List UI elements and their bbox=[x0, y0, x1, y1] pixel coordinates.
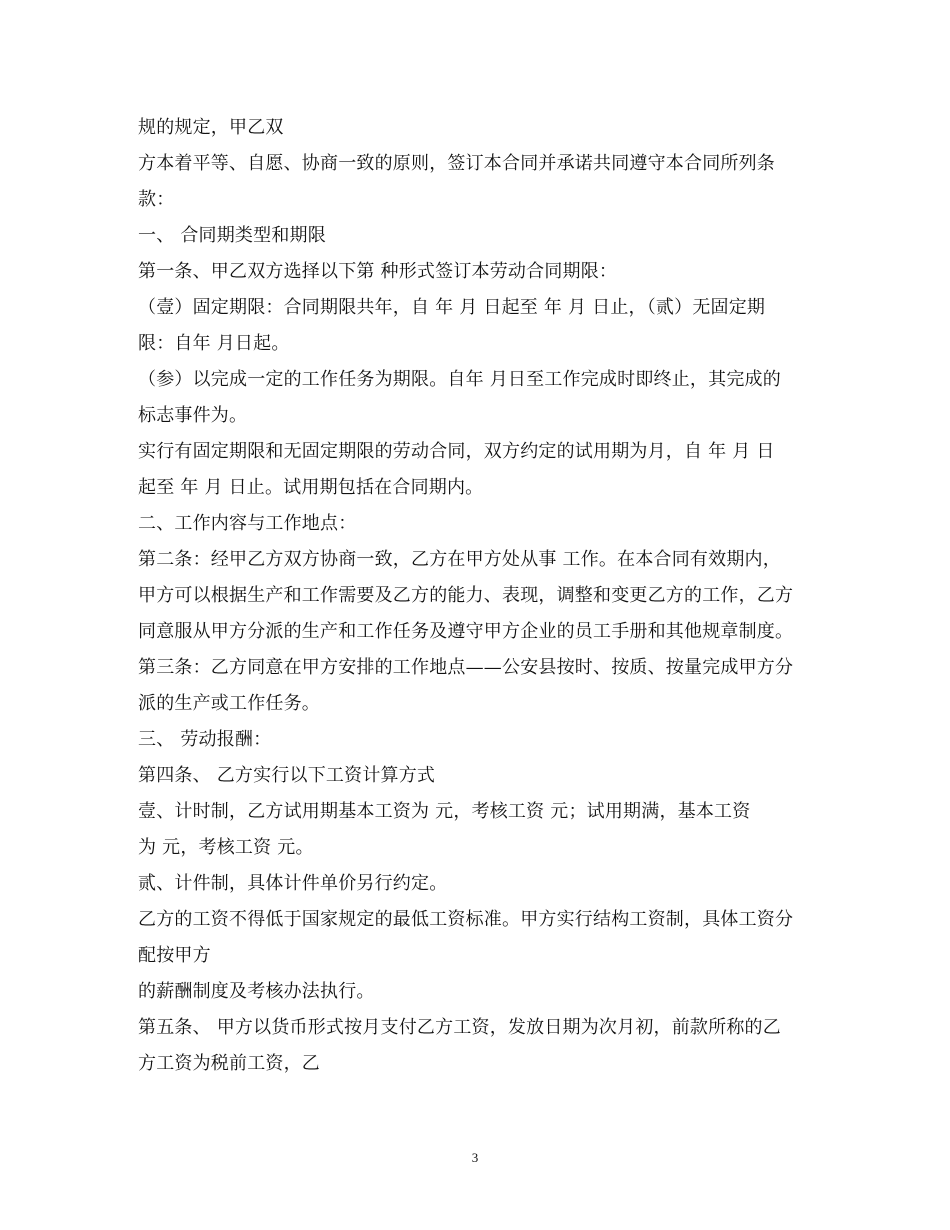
text-line: 贰、计件制，具体计件单价另行约定。 bbox=[138, 873, 448, 894]
text-line: 限：自年 月日起。 bbox=[138, 333, 290, 354]
text-line: 乙方的工资不得低于国家规定的最低工资标准。甲方实行结构工资制，具体工资分 bbox=[138, 909, 794, 930]
text-line: 第四条、 乙方实行以下工资计算方式 bbox=[138, 765, 436, 786]
text-line: 的薪酬制度及考核办法执行。 bbox=[138, 981, 375, 1002]
text-line: 为 元，考核工资 元。 bbox=[138, 837, 314, 858]
text-line: 甲方可以根据生产和工作需要及乙方的能力、表现，调整和变更乙方的工作，乙方 bbox=[138, 585, 794, 606]
text-line: 起至 年 月 日止。试用期包括在合同期内。 bbox=[138, 477, 484, 498]
text-line: 第二条：经甲乙方双方协商一致，乙方在甲方处从事 工作。在本合同有效期内， bbox=[138, 549, 781, 570]
document-body bbox=[138, 113, 818, 1085]
text-line: 派的生产或工作任务。 bbox=[138, 693, 320, 714]
section-heading: 一、 合同期类型和期限 bbox=[138, 225, 326, 246]
text-line: 第一条、甲乙双方选择以下第 种形式签订本劳动合同期限： bbox=[138, 261, 618, 282]
text-line: （参）以完成一定的工作任务为期限。自年 月日至工作完成时即终止，其完成的 bbox=[138, 369, 781, 390]
text-line: 方工资为税前工资，乙 bbox=[138, 1053, 320, 1074]
text-line: 配按甲方 bbox=[138, 945, 211, 966]
section-heading: 二、工作内容与工作地点： bbox=[138, 513, 357, 534]
text-line: 实行有固定期限和无固定期限的劳动合同，双方约定的试用期为月，自 年 月 日 bbox=[138, 441, 775, 462]
text-line: 标志事件为。 bbox=[138, 405, 248, 426]
text-line: 第五条、 甲方以货币形式按月支付乙方工资，发放日期为次月初，前款所称的乙 bbox=[138, 1017, 781, 1038]
section-heading: 三、 劳动报酬： bbox=[138, 729, 272, 750]
page-number: 3 bbox=[471, 1150, 479, 1165]
text-line: （壹）固定期限：合同期限共年，自 年 月 日起至 年 月 日止，（贰）无固定期 bbox=[138, 297, 766, 318]
text-line: 规的规定，甲乙双 bbox=[138, 117, 284, 138]
text-line: 款： bbox=[138, 189, 175, 210]
text-line: 第三条：乙方同意在甲方安排的工作地点——公安县按时、按质、按量完成甲方分 bbox=[138, 657, 794, 678]
text-line: 同意服从甲方分派的生产和工作任务及遵守甲方企业的员工手册和其他规章制度。 bbox=[138, 621, 794, 642]
text-line: 壹、计时制，乙方试用期基本工资为 元，考核工资 元；试用期满，基本工资 bbox=[138, 801, 751, 822]
text-line: 方本着平等、自愿、协商一致的原则，签订本合同并承诺共同遵守本合同所列条 bbox=[138, 153, 775, 174]
